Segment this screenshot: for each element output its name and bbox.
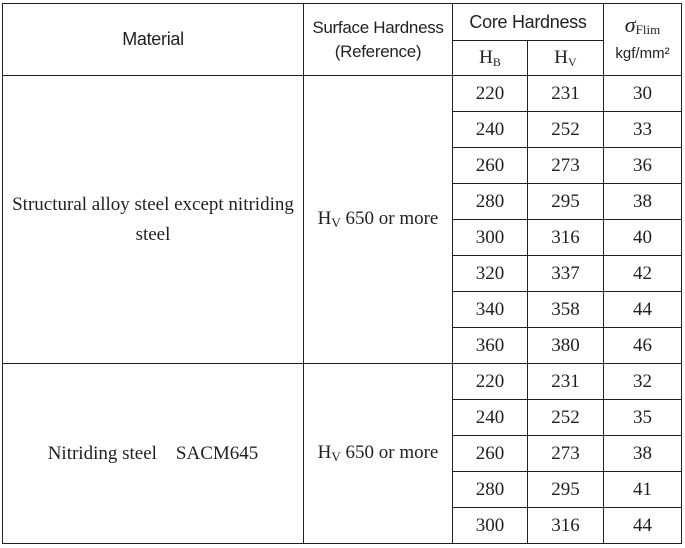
sigma-subscript: Flim (635, 22, 661, 37)
material-header (3, 4, 304, 76)
hv-cell: 273 (528, 436, 604, 472)
hb-cell: 260 (453, 436, 528, 472)
hv-cell: 295 (528, 472, 604, 508)
surface-hv-subscript: V (331, 449, 341, 464)
hb-cell: 220 (453, 76, 528, 112)
surface-hv-symbol: H (317, 208, 332, 229)
hv-cell: 252 (528, 112, 604, 148)
hb-cell: 280 (453, 472, 528, 508)
hb-cell: 240 (453, 400, 528, 436)
hb-header (453, 41, 528, 76)
sigma-cell: 35 (604, 400, 682, 436)
hb-cell: 220 (453, 364, 528, 400)
hv-cell: 316 (528, 220, 604, 256)
sigma-cell: 32 (604, 364, 682, 400)
material-header-label: Material (122, 29, 184, 49)
hv-header (528, 41, 604, 76)
hb-cell: 320 (453, 256, 528, 292)
hb-cell: 300 (453, 220, 528, 256)
surface-hardness-cell (304, 364, 453, 544)
surface-hardness-value: 650 or more (340, 442, 439, 463)
sigma-unit: kgf/mm² (615, 45, 670, 62)
hb-symbol: H (479, 46, 493, 68)
hv-symbol: H (554, 46, 569, 68)
sigma-cell: 38 (604, 184, 682, 220)
sigma-symbol: σ (624, 12, 636, 37)
surface-hv-symbol: H (317, 442, 332, 463)
material-cell: Nitriding steel SACM645 (3, 364, 304, 544)
sigma-cell: 38 (604, 436, 682, 472)
surface-hardness-label: Surface Hardness (312, 17, 444, 37)
hv-cell: 337 (528, 256, 604, 292)
hv-cell: 358 (528, 292, 604, 328)
surface-hardness-cell (304, 76, 453, 364)
hv-cell: 295 (528, 184, 604, 220)
core-hardness-label: Core Hardness (469, 11, 587, 32)
sigma-cell: 42 (604, 256, 682, 292)
table-row (3, 364, 682, 400)
hb-cell: 300 (453, 508, 528, 544)
hb-cell: 340 (453, 292, 528, 328)
surface-hv-subscript: V (331, 215, 341, 230)
hv-cell: 316 (528, 508, 604, 544)
sigma-cell: 40 (604, 220, 682, 256)
hardness-table (2, 3, 682, 544)
header-row-top (3, 4, 682, 41)
material-cell: Structural alloy steel except nitriding steel (3, 76, 304, 364)
hb-cell: 240 (453, 112, 528, 148)
hb-cell: 260 (453, 148, 528, 184)
hv-subscript: V (568, 54, 577, 69)
sigma-cell: 30 (604, 76, 682, 112)
hv-cell: 231 (528, 76, 604, 112)
hv-cell: 231 (528, 364, 604, 400)
hb-cell: 360 (453, 328, 528, 364)
sigma-cell: 44 (604, 292, 682, 328)
sigma-cell: 44 (604, 508, 682, 544)
surface-hardness-header (304, 4, 453, 76)
core-hardness-header (453, 4, 604, 41)
table-row (3, 76, 682, 112)
surface-hardness-reference-label: (Reference) (334, 41, 422, 61)
hv-cell: 273 (528, 148, 604, 184)
sigma-cell: 33 (604, 112, 682, 148)
hb-cell: 280 (453, 184, 528, 220)
sigma-flim-header (604, 4, 682, 76)
sigma-cell: 46 (604, 328, 682, 364)
hb-subscript: B (492, 54, 501, 69)
sigma-cell: 36 (604, 148, 682, 184)
hv-cell: 252 (528, 400, 604, 436)
surface-hardness-value: 650 or more (340, 208, 439, 229)
sigma-cell: 41 (604, 472, 682, 508)
hv-cell: 380 (528, 328, 604, 364)
